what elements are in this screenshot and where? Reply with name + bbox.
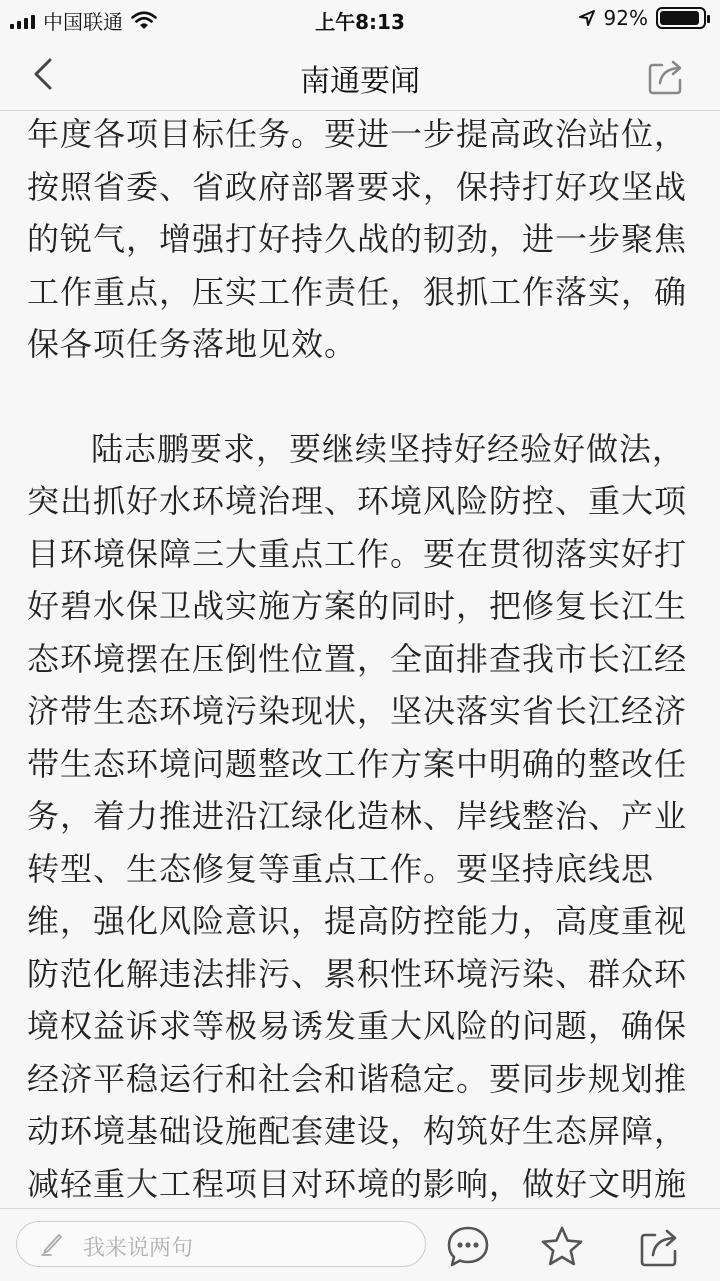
- page-title: 南通要闻: [300, 64, 420, 99]
- battery-icon: [656, 7, 706, 29]
- battery-percent: 92%: [603, 6, 648, 30]
- star-icon[interactable]: [540, 1225, 584, 1269]
- battery-fill: [660, 11, 699, 25]
- status-bar: [0, 0, 720, 38]
- pen-icon: [39, 1233, 63, 1257]
- carrier-name: 中国联通: [43, 10, 123, 34]
- navigation-bar: [0, 38, 720, 111]
- article-paragraph: 年度各项目标任务。要进一步提高政治站位，按照省委、省政府部署要求，保持打好攻坚战的锐气，增强打好持久战的韧劲，进一步聚焦工作重点，压实工作责任，狠抓工作落实，确保各项任务落地见效。: [27, 115, 688, 363]
- comment-input[interactable]: [16, 1221, 426, 1267]
- share-icon[interactable]: [638, 1225, 682, 1269]
- bottom-toolbar: [0, 1208, 720, 1281]
- location-arrow-icon: [578, 9, 596, 27]
- article-paragraph: 陆志鹏要求，要继续坚持好经验好做法，突出抓好水环境治理、环境风险防控、重大项目环境保障三大重点工作。要在贯彻落实好打好碧水保卫战实施方案的同时，把修复长江生态环境摆在压倒性位置，全面排查我市长江经济带生态环境污染现状，坚决落实省长江经济带生态环境问题整改工作方案中明确的整改任务，着力推进沿江绿化造林、岸线整治、产业转型、生态修复等重点工作。要坚持底线思维，强化风险意识，提高防控能力，高度重视防范化解违法排污、累积性环境污染、群众环境权益诉求等极易诱发重大风险的问题，确保经济平稳运行和社会和谐稳定。要同步规划推动环境基础设施配套建设，构筑好生态屏障，减轻重大工程项目对环境的影响，做好文明施: [27, 429, 688, 1203]
- clock: 上午8:13: [315, 10, 405, 34]
- comment-placeholder: 我来说两句: [83, 1236, 194, 1261]
- article-body: [27, 108, 693, 1208]
- comment-icon[interactable]: [446, 1225, 490, 1269]
- share-icon[interactable]: [646, 56, 686, 96]
